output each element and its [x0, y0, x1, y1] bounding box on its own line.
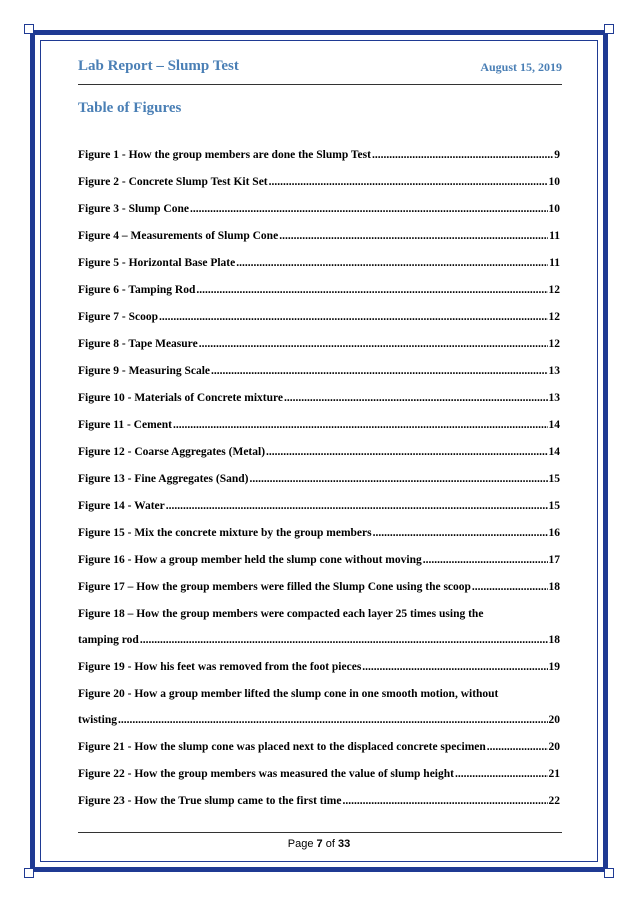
page-footer — [0, 838, 638, 850]
toc-entry-text: Figure 16 - How a group member held the slump cone without moving — [78, 554, 422, 566]
toc-dot-leader — [269, 175, 548, 190]
toc-entry[interactable] — [78, 202, 560, 217]
toc-entry[interactable] — [78, 391, 560, 406]
footer-page-label: Page — [287, 838, 314, 850]
toc-dot-leader — [423, 553, 548, 568]
toc-page-number: 16 — [548, 527, 560, 539]
toc-entry-text: Figure 3 - Slump Cone — [78, 203, 189, 215]
toc-page-number: 12 — [548, 338, 560, 350]
toc-entry-text-continued: twisting — [78, 714, 117, 726]
toc-entry[interactable] — [78, 256, 560, 271]
footer-of-label: of — [325, 838, 335, 850]
toc-entry-text: Figure 11 - Cement — [78, 419, 173, 431]
toc-entry[interactable] — [78, 660, 560, 675]
toc-entry[interactable] — [78, 175, 560, 190]
toc-dot-leader — [487, 740, 548, 755]
border-corner-top-right — [604, 24, 614, 34]
footer-page-total: 33 — [337, 838, 351, 850]
toc-page-number: 11 — [549, 230, 560, 242]
toc-entry-text: Figure 22 - How the group members was measured the value of slump height — [78, 768, 454, 780]
toc-entry-text: Figure 4 – Measurements of Slump Cone — [78, 230, 279, 242]
toc-entry[interactable] — [78, 472, 560, 487]
toc-dot-leader — [343, 794, 548, 809]
toc-dot-leader — [118, 713, 548, 728]
toc-entry[interactable] — [78, 740, 560, 755]
toc-page-number: 15 — [548, 473, 560, 485]
toc-dot-leader — [372, 148, 553, 163]
toc-dot-leader — [211, 364, 547, 379]
toc-page-number: 18 — [548, 634, 560, 646]
toc-dot-leader — [284, 391, 547, 406]
toc-entry-text: Figure 19 - How his feet was removed from the foot pieces — [78, 661, 362, 673]
toc-entry-text: Figure 17 – How the group members were filled the Slump Cone using the scoop — [78, 581, 471, 593]
toc-entry-text: Figure 15 - Mix the concrete mixture by the group members — [78, 527, 372, 539]
toc-page-number: 12 — [548, 284, 560, 296]
toc-page-number: 12 — [548, 311, 560, 323]
toc-page-number: 13 — [548, 365, 560, 377]
footer-page-current: 7 — [316, 838, 323, 850]
toc-entry[interactable] — [78, 310, 560, 325]
toc-entry[interactable] — [78, 553, 560, 568]
toc-entry-text: Figure 5 - Horizontal Base Plate — [78, 257, 236, 269]
toc-page-number: 15 — [548, 500, 560, 512]
header-title: Lab Report – Slump Test — [78, 58, 239, 74]
toc-dot-leader — [249, 472, 547, 487]
toc-page-number: 18 — [548, 581, 560, 593]
toc-dot-leader — [362, 660, 547, 675]
toc-entry[interactable] — [78, 364, 560, 379]
toc-dot-leader — [236, 256, 548, 271]
toc-entry-text: Figure 13 - Fine Aggregates (Sand) — [78, 473, 249, 485]
header-date: August 15, 2019 — [480, 60, 562, 74]
toc-entry[interactable] — [78, 445, 560, 460]
border-corner-top-left — [24, 24, 34, 34]
toc-entry-text: Figure 12 - Coarse Aggregates (Metal) — [78, 446, 266, 458]
table-of-figures — [78, 148, 560, 821]
toc-dot-leader — [266, 445, 547, 460]
toc-entry[interactable] — [78, 526, 560, 541]
toc-dot-leader — [279, 229, 548, 244]
toc-entry[interactable] — [78, 283, 560, 298]
toc-entry[interactable] — [78, 794, 560, 809]
toc-dot-leader — [196, 283, 547, 298]
toc-entry-text: Figure 1 - How the group members are done the Slump Test — [78, 149, 371, 161]
toc-entry[interactable] — [78, 148, 560, 163]
toc-dot-leader — [140, 633, 548, 648]
toc-entry-text: Figure 23 - How the True slump came to the first time — [78, 795, 342, 807]
toc-page-number: 20 — [548, 741, 560, 753]
page-title: Table of Figures — [78, 100, 182, 116]
footer-divider — [78, 832, 562, 833]
toc-entry-text: Figure 20 - How a group member lifted the slump cone in one smooth motion, without — [78, 688, 499, 700]
toc-dot-leader — [199, 337, 548, 352]
toc-page-number: 22 — [548, 795, 560, 807]
toc-entry[interactable] — [78, 607, 560, 648]
toc-page-number: 10 — [548, 176, 560, 188]
toc-entry-text: Figure 21 - How the slump cone was placed next to the displaced concrete specimen — [78, 741, 486, 753]
toc-entry-text: Figure 6 - Tamping Rod — [78, 284, 196, 296]
toc-entry[interactable] — [78, 337, 560, 352]
toc-dot-leader — [472, 580, 548, 595]
toc-page-number: 10 — [548, 203, 560, 215]
toc-page-number: 9 — [554, 149, 560, 161]
toc-entry-text-continued: tamping rod — [78, 634, 139, 646]
page-header — [78, 58, 562, 85]
toc-entry[interactable] — [78, 418, 560, 433]
toc-page-number: 14 — [548, 446, 560, 458]
toc-dot-leader — [173, 418, 547, 433]
toc-entry[interactable] — [78, 229, 560, 244]
toc-entry-text: Figure 7 - Scoop — [78, 311, 158, 323]
toc-entry-text: Figure 14 - Water — [78, 500, 165, 512]
border-corner-bottom-right — [604, 868, 614, 878]
toc-entry[interactable] — [78, 580, 560, 595]
toc-dot-leader — [166, 499, 548, 514]
toc-entry-text: Figure 18 – How the group members were compacted each layer 25 times using the — [78, 608, 484, 620]
toc-dot-leader — [159, 310, 548, 325]
toc-page-number: 19 — [548, 661, 560, 673]
toc-page-number: 21 — [548, 768, 560, 780]
toc-entry-text: Figure 2 - Concrete Slump Test Kit Set — [78, 176, 268, 188]
toc-page-number: 14 — [548, 419, 560, 431]
toc-entry-text: Figure 9 - Measuring Scale — [78, 365, 211, 377]
toc-entry[interactable] — [78, 687, 560, 728]
toc-page-number: 11 — [549, 257, 560, 269]
toc-entry-text: Figure 10 - Materials of Concrete mixture — [78, 392, 284, 404]
toc-page-number: 17 — [548, 554, 560, 566]
toc-entry[interactable] — [78, 767, 560, 782]
toc-entry[interactable] — [78, 499, 560, 514]
toc-dot-leader — [373, 526, 548, 541]
toc-page-number: 13 — [548, 392, 560, 404]
border-corner-bottom-left — [24, 868, 34, 878]
toc-dot-leader — [455, 767, 548, 782]
toc-dot-leader — [190, 202, 548, 217]
toc-page-number: 20 — [548, 714, 560, 726]
toc-entry-text: Figure 8 - Tape Measure — [78, 338, 198, 350]
